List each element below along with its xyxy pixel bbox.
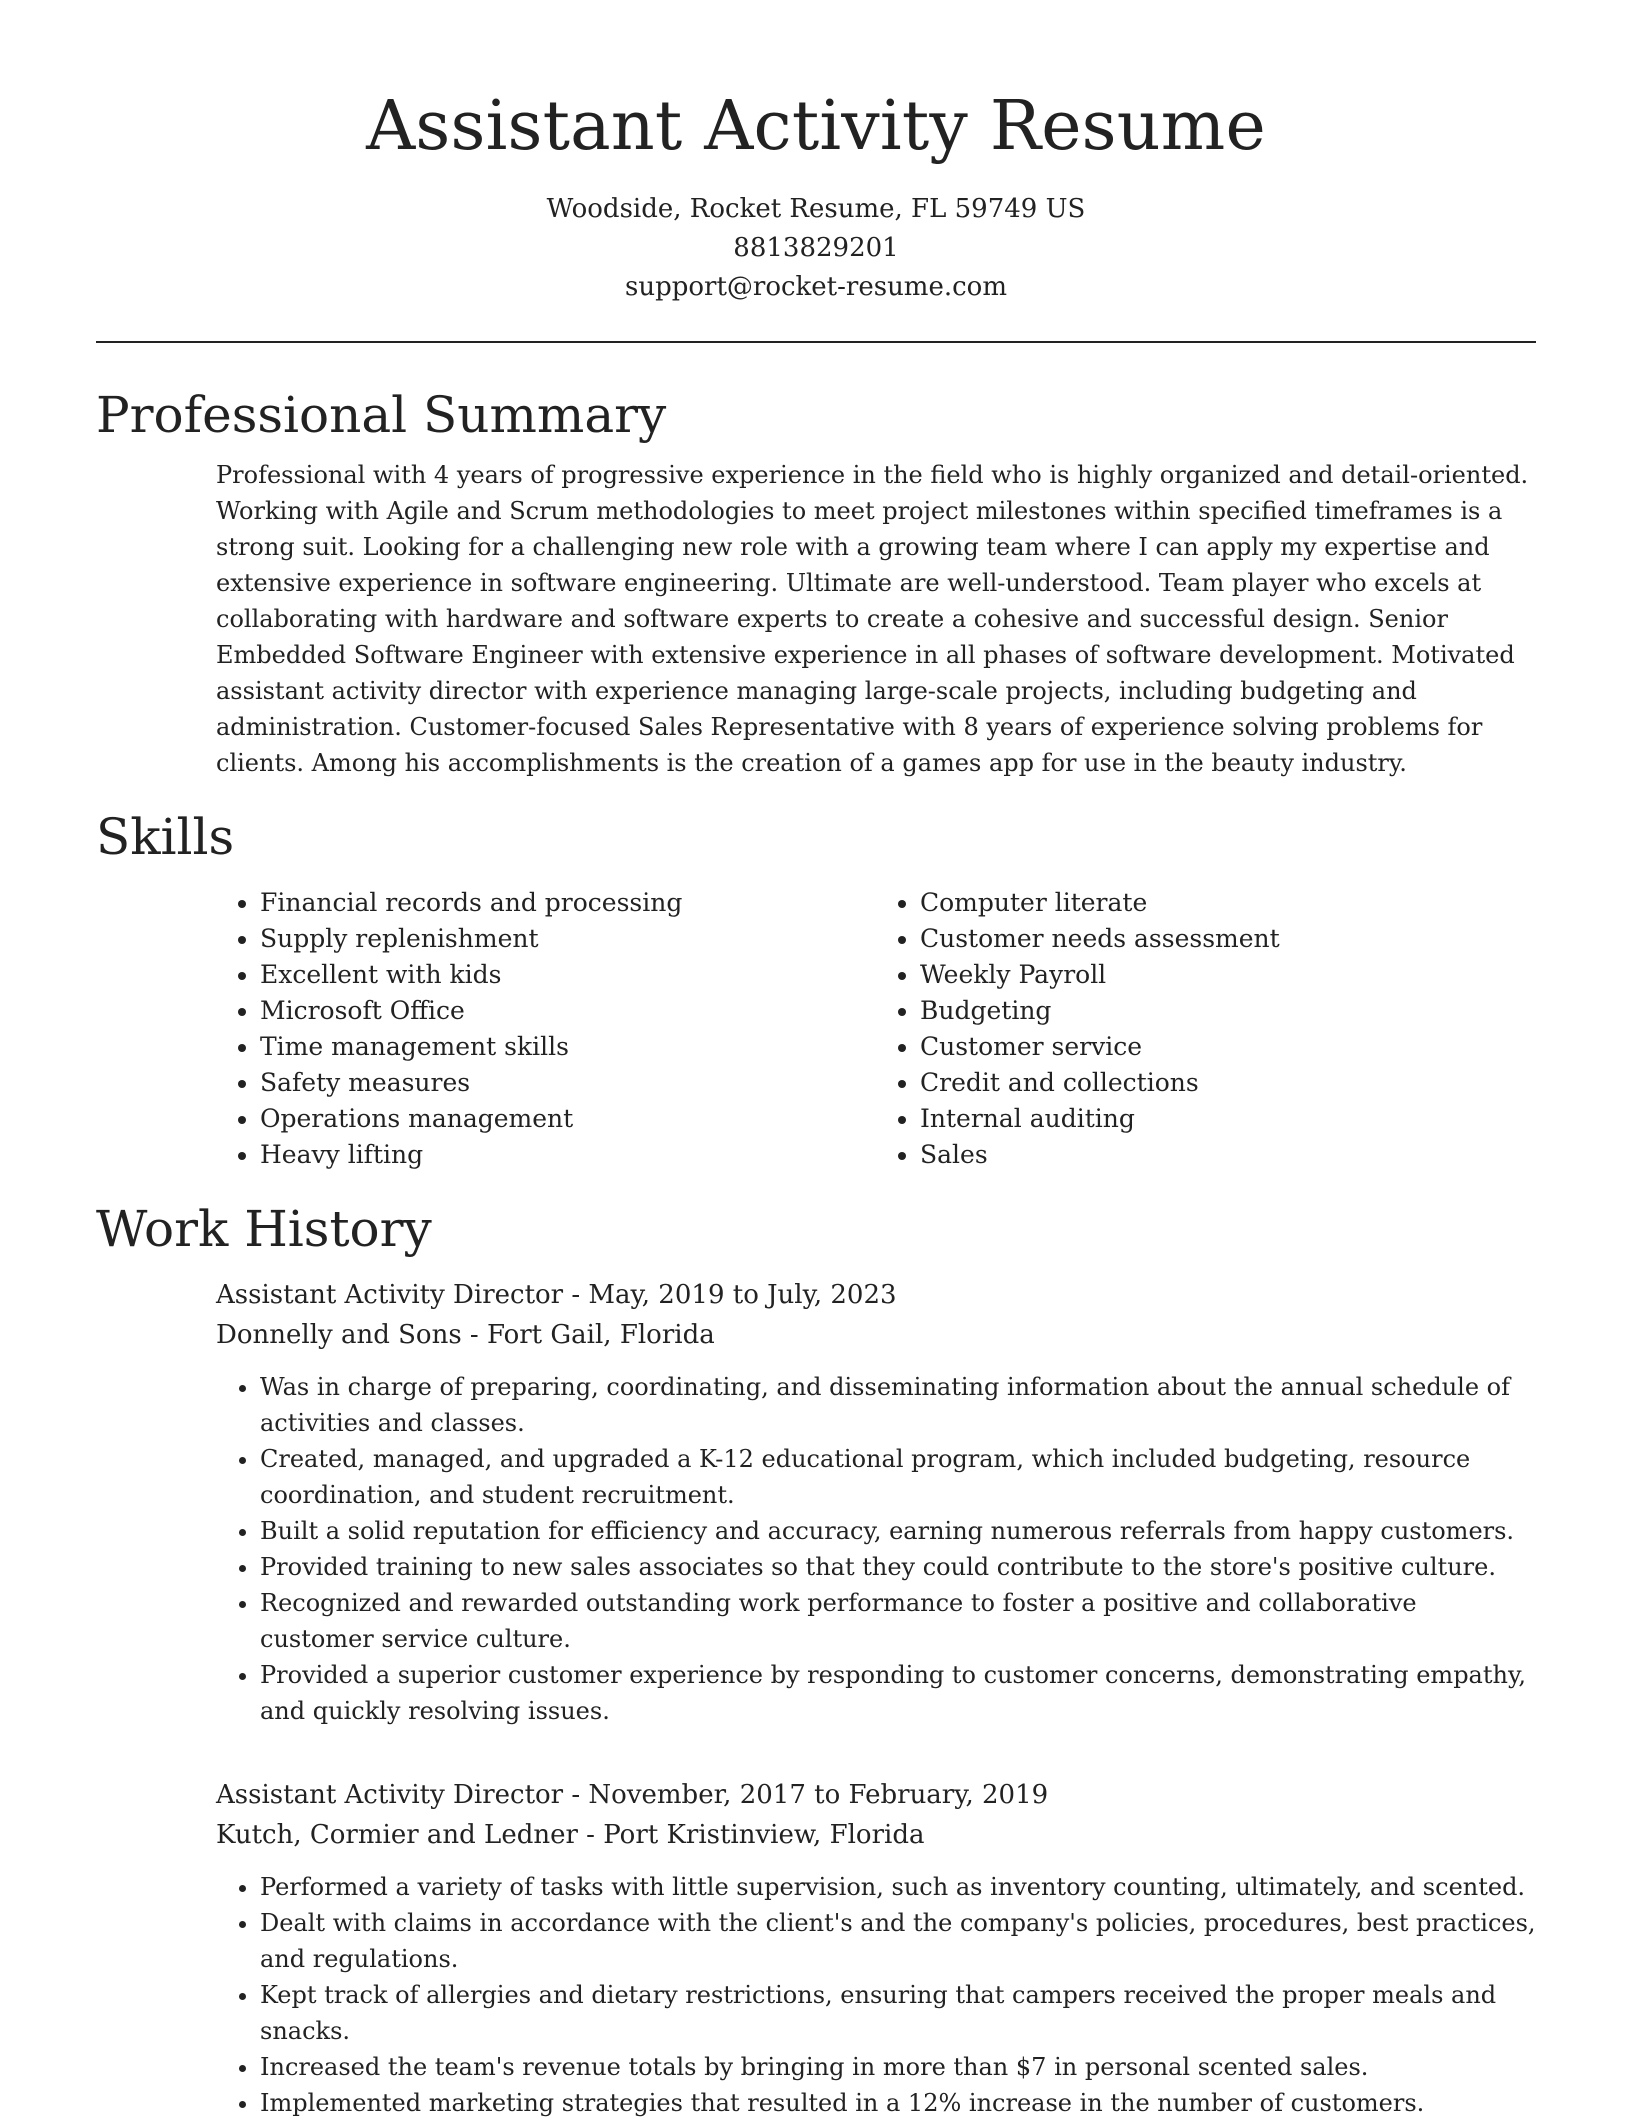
job-bullet: • Built a solid reputation for efficiency and accuracy, earning numerous referrals from happy customers. (260, 1513, 1536, 1549)
job-dates: - November, 2017 to February, 2019 (563, 1780, 1049, 1810)
skills-section (96, 805, 1536, 1173)
job-title-line (216, 1775, 1536, 1815)
skill-item: • Sales (920, 1137, 1536, 1173)
skill-item: • Heavy lifting (260, 1137, 876, 1173)
skill-item: • Supply replenishment (260, 921, 876, 957)
skill-item: • Budgeting (920, 993, 1536, 1029)
job-bullet: • Increased the team's revenue totals by bringing in more than $7 in personal scented sales. (260, 2049, 1536, 2085)
skill-item: • Safety measures (260, 1065, 876, 1101)
job-bullet: • Dealt with claims in accordance with the client's and the company's policies, procedures, best practices, and regulations. (260, 1905, 1536, 1977)
skills-columns (96, 885, 1536, 1173)
skill-item: • Customer service (920, 1029, 1536, 1065)
job-bullet: • Kept track of allergies and dietary restrictions, ensuring that campers received the proper meals and snacks. (260, 1977, 1536, 2049)
job-company-line (216, 1315, 1536, 1355)
skills-list-left (216, 885, 876, 1173)
skill-item: • Microsoft Office (260, 993, 876, 1029)
resume-header (96, 0, 1536, 307)
work-history-heading: Work History (96, 1200, 432, 1258)
skill-item: • Customer needs assessment (920, 921, 1536, 957)
resume-title: Assistant Activity Resume (366, 87, 1266, 166)
job-bullet: • Implemented marketing strategies that resulted in a 12% increase in the number of customers. (260, 2085, 1536, 2121)
contact-phone: 8813829201 (733, 233, 899, 263)
job-bullet: • Recognized and rewarded outstanding work performance to foster a positive and collaborative customer service culture. (260, 1585, 1536, 1657)
skill-item: • Operations management (260, 1101, 876, 1137)
job-bullet: • Performed a variety of tasks with little supervision, such as inventory counting, ultimately, and scented. (260, 1869, 1536, 1905)
header-divider (96, 341, 1536, 343)
skill-item: • Weekly Payroll (920, 957, 1536, 993)
skill-item: • Time management skills (260, 1029, 876, 1065)
job-bullet: • Was in charge of preparing, coordinating, and disseminating information about the annual schedule of activities and classes. (260, 1369, 1536, 1441)
job-company-line (216, 1815, 1536, 1855)
skills-heading: Skills (96, 808, 235, 866)
skills-list-right (876, 885, 1536, 1173)
job-dates: - May, 2019 to July, 2023 (563, 1280, 897, 1310)
contact-email: support@rocket-resume.com (624, 272, 1007, 302)
job-location: - Port Kristinview, Florida (577, 1820, 925, 1850)
job-bullet: • Provided training to new sales associates so that they could contribute to the store's positive culture. (260, 1549, 1536, 1585)
job-bullet: • Provided a superior customer experience by responding to customer concerns, demonstrating empathy, and quickly resolving issues. (260, 1657, 1536, 1729)
job-title: Assistant Activity Director (216, 1280, 564, 1310)
job-bullets (216, 1369, 1536, 1729)
skill-item: • Credit and collections (920, 1065, 1536, 1101)
job-entry (96, 1775, 1536, 2121)
skill-item: • Excellent with kids (260, 957, 876, 993)
job-location: - Fort Gail, Florida (461, 1320, 715, 1350)
job-company: Donnelly and Sons (216, 1320, 462, 1350)
summary-heading: Professional Summary (96, 386, 667, 444)
work-history-section (96, 1197, 1536, 2121)
skill-item: • Financial records and processing (260, 885, 876, 921)
summary-text: Professional with 4 years of progressive experience in the field who is highly organized and detail-oriented. Working with Agile and Scrum methodologies to meet project milestones within specified timeframes is a strong suit. Looking for a challenging new role with a growing team where I can apply my expertise and extensive experience in software engineering. Ultimate are well-understood. Team player who excels at collaborating with hardware and software experts to create a cohesive and successful design. Senior Embedded Software Engineer with extensive experience in all phases of software development. Motivated assistant activity director with experience managing large-scale projects, including budgeting and administration. Customer-focused Sales Representative with 8 years of experience solving problems for clients. Among his accomplishments is the creation of a games app for use in the beauty industry. (216, 461, 1529, 777)
job-entry (96, 1275, 1536, 1729)
summary-section (96, 383, 1536, 781)
job-company: Kutch, Cormier and Ledner (216, 1820, 578, 1850)
job-title: Assistant Activity Director (216, 1780, 564, 1810)
job-bullets (216, 1869, 1536, 2121)
skill-item: • Internal auditing (920, 1101, 1536, 1137)
job-title-line (216, 1275, 1536, 1315)
skill-item: • Computer literate (920, 885, 1536, 921)
contact-address: Woodside, Rocket Resume, FL 59749 US (546, 194, 1086, 224)
contact-info (96, 190, 1536, 307)
job-bullet: • Created, managed, and upgraded a K-12 educational program, which included budgeting, resource coordination, and student recruitment. (260, 1441, 1536, 1513)
